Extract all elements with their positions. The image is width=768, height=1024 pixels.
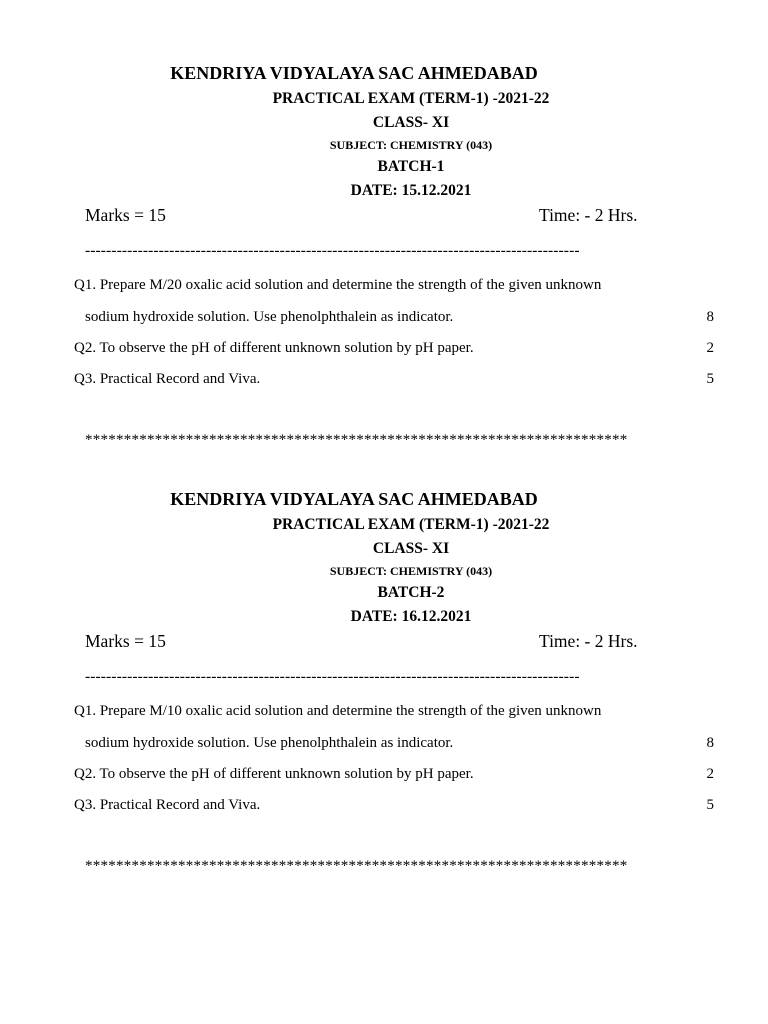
question-1-line-2: sodium hydroxide solution. Use phenolphthalein as indicator. xyxy=(85,309,454,325)
exam-date: DATE: 15.12.2021 xyxy=(350,182,472,199)
class-label: CLASS- XI xyxy=(372,540,450,557)
question-1-line-2: sodium hydroxide solution. Use phenolphthalein as indicator. xyxy=(85,735,454,751)
question-1-marks: 8 xyxy=(706,309,714,325)
class-label: CLASS- XI xyxy=(372,114,450,131)
question-2-marks: 2 xyxy=(706,766,714,782)
divider-line: ---------------------------------------------------------------------------------------------- xyxy=(85,668,580,685)
question-1-marks: 8 xyxy=(706,735,714,751)
marks-label: Marks = 15 xyxy=(85,205,166,225)
question-3: Q3. Practical Record and Viva. xyxy=(74,797,261,813)
school-name: KENDRIYA VIDYALAYA SAC AHMEDABAD xyxy=(170,63,538,83)
batch-label: BATCH-2 xyxy=(377,584,445,601)
exam-title: PRACTICAL EXAM (TERM-1) -2021-22 xyxy=(272,90,550,107)
time-label: Time: - 2 Hrs. xyxy=(539,205,638,225)
question-2-marks: 2 xyxy=(706,340,714,356)
marks-label: Marks = 15 xyxy=(85,631,166,651)
exam-title: PRACTICAL EXAM (TERM-1) -2021-22 xyxy=(272,516,550,533)
question-1-line-1: Q1. Prepare M/20 oxalic acid solution and determine the strength of the given unknown xyxy=(74,277,602,293)
question-3-marks: 5 xyxy=(706,371,714,387)
divider-line: ---------------------------------------------------------------------------------------------- xyxy=(85,242,580,259)
subject-label: SUBJECT: CHEMISTRY (043) xyxy=(329,564,493,578)
school-name: KENDRIYA VIDYALAYA SAC AHMEDABAD xyxy=(170,489,538,509)
question-1-line-1: Q1. Prepare M/10 oxalic acid solution and determine the strength of the given unknown xyxy=(74,703,602,719)
time-label: Time: - 2 Hrs. xyxy=(539,631,638,651)
question-2: Q2. To observe the pH of different unknown solution by pH paper. xyxy=(74,766,474,782)
question-3: Q3. Practical Record and Viva. xyxy=(74,371,261,387)
exam-date: DATE: 16.12.2021 xyxy=(350,608,472,625)
question-3-marks: 5 xyxy=(706,797,714,813)
separator-stars: ********************************************************************** xyxy=(85,858,628,874)
question-2: Q2. To observe the pH of different unknown solution by pH paper. xyxy=(74,340,474,356)
batch-label: BATCH-1 xyxy=(377,158,445,175)
separator-stars: ********************************************************************** xyxy=(85,432,628,448)
subject-label: SUBJECT: CHEMISTRY (043) xyxy=(329,138,493,152)
